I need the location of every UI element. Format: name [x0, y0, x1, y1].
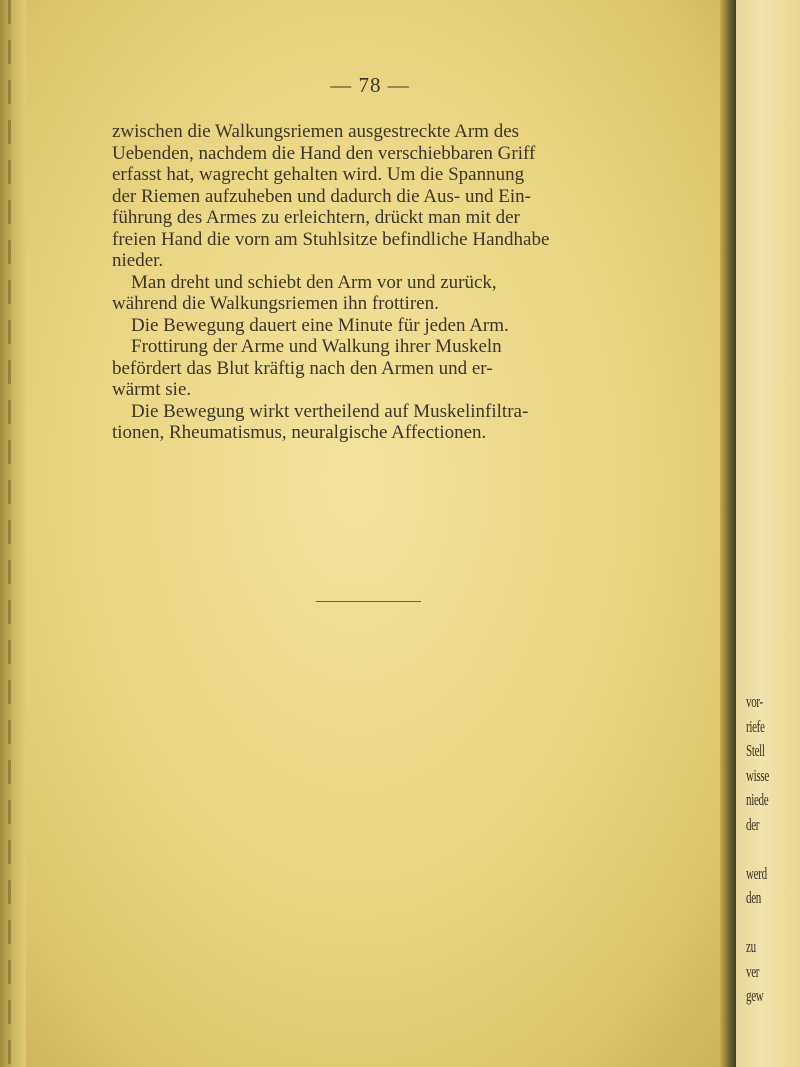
- fragment: ver: [746, 961, 760, 981]
- fragment: [746, 837, 785, 862]
- fragment: [746, 911, 785, 936]
- fragment: niede: [746, 790, 769, 809]
- fragment: riefe: [746, 716, 765, 736]
- next-page-fragments: [746, 690, 785, 1009]
- page-number: — 78 —: [330, 73, 410, 97]
- text-line: wärmt sie.: [112, 379, 192, 400]
- fragment: den: [746, 888, 761, 907]
- section-divider: [316, 601, 421, 602]
- fragment: zu: [746, 937, 756, 956]
- fragment: Stell: [746, 741, 765, 760]
- text-line: tionen, Rheumatismus, neuralgische Affectionen.: [112, 422, 487, 443]
- text-line: Man dreht und schiebt den Arm vor und zurück,: [112, 271, 497, 293]
- text-line: zwischen die Walkungsriemen ausgestreckte Arm des: [112, 121, 520, 142]
- text-line: während die Walkungsriemen ihn frottiren.: [112, 293, 439, 314]
- text-line: freien Hand die vorn am Stuhlsitze befindliche Handhabe: [112, 228, 550, 250]
- text-line: Frottirung der Arme und Walkung ihrer Muskeln: [112, 336, 502, 357]
- text-line: Uebenden, nachdem die Hand den verschiebbaren Griff: [112, 142, 536, 164]
- fragment: gew: [746, 986, 764, 1005]
- fragment: vor-: [746, 692, 763, 711]
- text-line: führung des Armes zu erleichtern, drückt man mit der: [112, 207, 520, 228]
- book-gutter: [720, 0, 736, 1067]
- text-line: erfasst hat, wagrecht gehalten wird. Um die Spannung: [112, 164, 525, 185]
- text-line: der Riemen aufzuheben und dadurch die Aus- und Ein-: [112, 185, 531, 207]
- next-page-edge: [736, 0, 800, 1067]
- text-line: nieder.: [112, 250, 164, 271]
- text-line: Die Bewegung dauert eine Minute für jeden Arm.: [112, 314, 509, 336]
- text-line: befördert das Blut kräftig nach den Armen und er-: [112, 357, 493, 379]
- page-left-edge: [0, 0, 26, 1067]
- text-line: Die Bewegung wirkt vertheilend auf Muskelinfiltra-: [112, 400, 529, 422]
- fragment: werd: [746, 863, 767, 883]
- fragment: der: [746, 814, 760, 834]
- fragment: wisse: [746, 765, 769, 785]
- body-text: [112, 121, 632, 444]
